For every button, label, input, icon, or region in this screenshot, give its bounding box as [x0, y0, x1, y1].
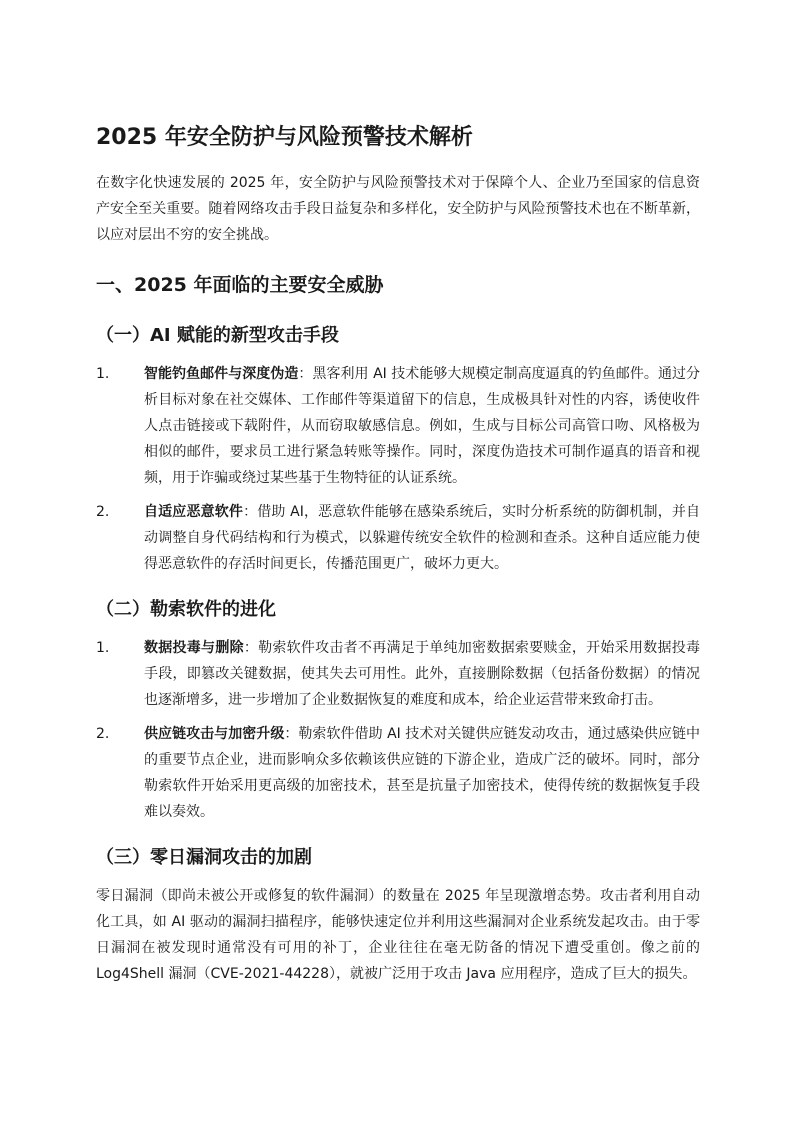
list-item-text: ：借助 AI，恶意软件能够在感染系统后，实时分析系统的防御机制，并自动调整自身代码结构和行为模式，以躲避传统安全软件的检测和查杀。这种自适应能力使得恶意软件的存活时间更长，传播范围更广，破坏力更大。 — [144, 504, 701, 572]
list-number: 1. — [96, 640, 110, 656]
document-page — [96, 118, 700, 987]
list-item — [96, 361, 700, 491]
subsection-heading-ai-attacks: （一）AI 赋能的新型攻击手段 — [96, 325, 339, 346]
list-item-term: 供应链攻击与加密升级 — [144, 726, 285, 742]
list-item-text: ：勒索软件攻击者不再满足于单纯加密数据索要赎金，开始采用数据投毒手段，即篡改关键数据，使其失去可用性。此外，直接删除数据（包括备份数据）的情况也逐渐增多，进一步增加了企业数据恢复的难度和成本，给企业运营带来致命打击。 — [144, 640, 700, 708]
document-title: 2025 年安全防护与风险预警技术解析 — [96, 125, 473, 150]
ransomware-list — [96, 635, 700, 825]
list-item-term: 自适应恶意软件 — [144, 504, 244, 520]
list-number: 1. — [96, 366, 110, 382]
list-item — [96, 721, 700, 825]
list-item-text: ：勒索软件借助 AI 技术对关键供应链发动攻击，通过感染供应链中的重要节点企业，进而影响众多依赖该供应链的下游企业，造成广泛的破坏。同时，部分勒索软件开始采用更高级的加密技术，甚至是抗量子加密技术，使得传统的数据恢复手段难以奏效。 — [144, 726, 700, 820]
intro-paragraph: 在数字化快速发展的 2025 年，安全防护与风险预警技术对于保障个人、企业乃至国家的信息资产安全至关重要。随着网络攻击手段日益复杂和多样化，安全防护与风险预警技术也在不断革新，以应对层出不穷的安全挑战。 — [96, 175, 700, 243]
section-heading-threats: 一、2025 年面临的主要安全威胁 — [96, 274, 384, 296]
list-item — [96, 635, 700, 713]
subsection-heading-ransomware: （二）勒索软件的进化 — [96, 599, 276, 620]
list-item-term: 智能钓鱼邮件与深度伪造 — [144, 366, 299, 382]
list-item — [96, 499, 700, 577]
ai-attacks-list — [96, 361, 700, 577]
list-item-text: ：黑客利用 AI 技术能够大规模定制高度逼真的钓鱼邮件。通过分析目标对象在社交媒体、工作邮件等渠道留下的信息，生成极具针对性的内容，诱使收件人点击链接或下载附件，从而窃取敏感信息。例如，生成与目标公司高管口吻、风格极为相似的邮件，要求员工进行紧急转账等操作。同时，深度伪造技术可制作逼真的语音和视频，用于诈骗或绕过某些基于生物特征的认证系统。 — [144, 366, 701, 486]
zero-day-paragraph: 零日漏洞（即尚未被公开或修复的软件漏洞）的数量在 2025 年呈现激增态势。攻击者利用自动化工具，如 AI 驱动的漏洞扫描程序，能够快速定位并利用这些漏洞对企业系统发起攻击。由于零日漏洞在被发现时通常没有可用的补丁，企业往往在毫无防备的情况下遭受重创。像之前的 Log4Shell 漏洞（CVE-2021-44228），就被广泛用于攻击 Java 应用程序，造成了巨大的损失。 — [96, 888, 700, 982]
list-item-term: 数据投毒与删除 — [144, 640, 244, 656]
subsection-heading-zero-day: （三）零日漏洞攻击的加剧 — [96, 847, 312, 868]
list-number: 2. — [96, 504, 110, 520]
list-number: 2. — [96, 726, 110, 742]
